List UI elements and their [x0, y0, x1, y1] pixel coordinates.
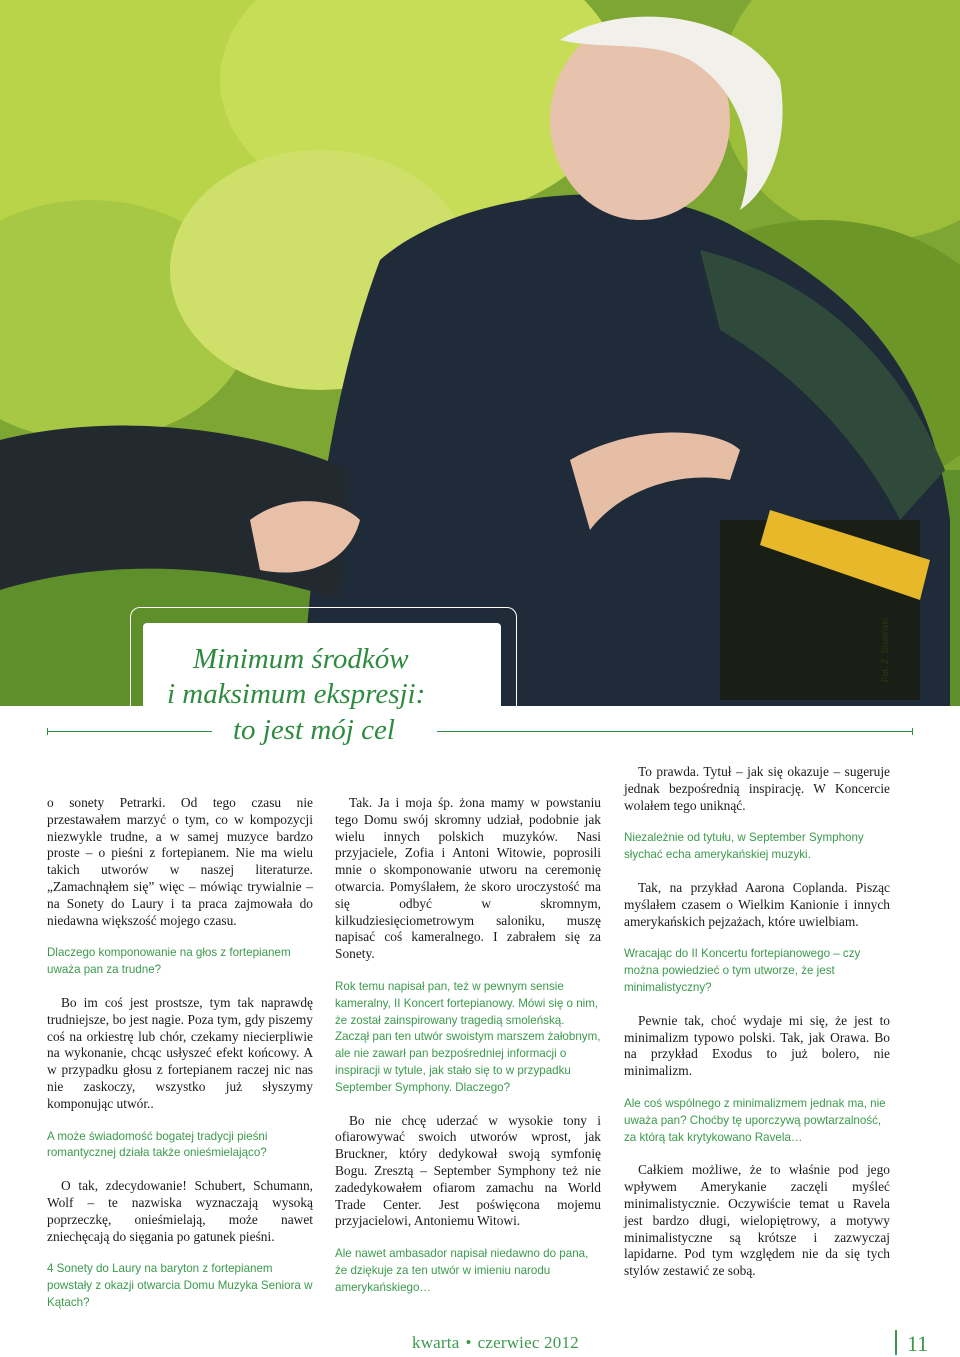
page-number: 11 — [907, 1331, 929, 1356]
interview-answer: o sonety Petrarki. Od tego czasu nie przestawałem marzyć o tym, co w kompozycji niezwykle trudne, a w samej muzyce bardzo proste – o pieśni z fortepianem. Nie ma wielu takich utworów w naszej literaturze. „Zamachnąłem się” więc – mówiąc trywialnie – na Sonety do Laury i ta praca zajmowała do niedawna większość mojego czasu. — [47, 795, 313, 928]
interview-question: Niezależnie od tytułu, w September Symphony słychać echa amerykańskiej muzyki. — [624, 831, 864, 862]
interview-question: Ale coś wspólnego z minimalizmem jednak ma, nie uważa pan? Choćby tę uporczywą powtarzalność, za którą tak krytykowano Ravela… — [624, 1096, 886, 1144]
interview-question: Ale nawet ambasador napisał niedawno do pana, że dziękuje za ten utwór w imieniu narodu amerykańskiego… — [335, 1247, 589, 1294]
title-rule-left-cap — [47, 728, 48, 735]
footer — [412, 1333, 579, 1353]
interview-question: 4 Sonety do Laury na baryton z fortepianem powstały z okazji otwarcia Domu Muzyka Seniora w Kątach? — [47, 1262, 313, 1309]
title-line-1: Minimum środków — [193, 643, 409, 675]
interview-question: A może świadomość bogatej tradycji pieśni romantycznej działa także onieśmielająco? — [47, 1129, 268, 1160]
interview-answer: Bo im coś jest prostsze, tym tak naprawdę trudniejsze, bo jest nagie. Poza tym, gdy piszemy coś na orkiestrę lub chór, czekamy niecierpliwie na wykonanie, chcąc usłyszeć efekt końcowy. A w przypadku głosu z fortepianem raczej nic nas nie zaskoczy, wszystko już słyszymy komponując utwór.. — [47, 994, 313, 1111]
issue-date: czerwiec 2012 — [477, 1333, 579, 1352]
text-column-1 — [47, 795, 313, 1328]
footer-divider — [895, 1330, 897, 1355]
title-rule-left — [47, 731, 212, 732]
interview-answer: Pewnie tak, choć wydaje mi się, że jest to minimalizm typowo polski. Tak, jak Orawa. Bo na przykład Exodus to już bolero, nie minimalizm. — [624, 1012, 890, 1079]
title-rule-right-cap — [912, 728, 913, 735]
interview-question: Wracając do II Koncertu fortepianowego – czy można powiedzieć o tym utworze, że jest minimalistyczny? — [624, 947, 861, 994]
photo-credit: Fot. Z. Sowiński — [880, 617, 890, 682]
interview-question: Dlaczego komponowanie na głos z fortepianem uważa pan za trudne? — [47, 946, 291, 977]
interview-answer: Całkiem możliwe, że to właśnie pod jego wpływem Amerykanie zaczęli myśleć minimalistycznie. Oczywiście temat u Ravela jest bardzo długi, wielopiętrowy, a motywy minimalistyczne są krótsze i zazwyczaj lapidarne. Pod tym względem nie da się tych stylów zestawić ze sobą. — [624, 1162, 890, 1279]
text-column-2 — [335, 795, 601, 1313]
interview-answer: Tak. Ja i moja śp. żona mamy w powstaniu tego Domu swój skromny udział, podobnie jak wielu innych polskich muzyków. Nasi przyjaciele, Zofia i Antoni Witowie, poprosili mnie o skomponowanie utworu na ceremonię otwarcia. Pomyślałem, że skoro uroczystość ma się odbyć w skromnym, kilkudziesięciometrowym saloniku, muszę napisać coś kameralnego. I zabrałem się za Sonety. — [335, 795, 601, 962]
interview-answer: Tak, na przykład Aarona Coplanda. Pisząc myślałem czasem o Wielkim Kanionie i innych amerykańskich pejzażach, które uwielbiam. — [624, 879, 890, 929]
interview-answer: To prawda. Tytuł – jak się okazuje – sugeruje jednak bezpośrednią inspirację. W Koncercie wolałem tego uniknąć. — [624, 764, 890, 813]
footer-separator: • — [465, 1333, 472, 1352]
interview-question: Rok temu napisał pan, też w pewnym sensie kameralny, II Koncert fortepianowy. Mówi się o nim, że został zainspirowany tragedią smoleńską. Zaczął pan ten utwór swoistym marszem żałobnym, ale nie zawarł pan bezpośredniej informacji o inspiracji w tytule, jak stało się to w przypadku September Symphony. Dlaczego? — [335, 979, 601, 1094]
magazine-name: kwarta — [412, 1333, 460, 1352]
interview-answer: Bo nie chcę uderzać w wysokie tony i ofiarowywać swoich utworów wprost, jak Bruckner, który dedykował swoją symfonię Bogu. Zresztą – September Symphony też nie zadedykowałem ofiarom zamachu na World Trade Center. Jest poświęcona mojemu przyjacielowi, Antoniemu Witowi. — [335, 1112, 601, 1229]
interview-answer: O tak, zdecydowanie! Schubert, Schumann, Wolf – te nazwiska wyznaczają wysoką poprzeczkę, onieśmielają, może nawet zniechęcają do sięgania po gatunek pieśni. — [47, 1178, 313, 1244]
title-line-3: to jest mój cel — [233, 714, 395, 746]
title-line-2: i maksimum ekspresji: — [167, 678, 426, 710]
text-column-3 — [624, 764, 890, 1296]
title-rule-right — [437, 731, 913, 732]
